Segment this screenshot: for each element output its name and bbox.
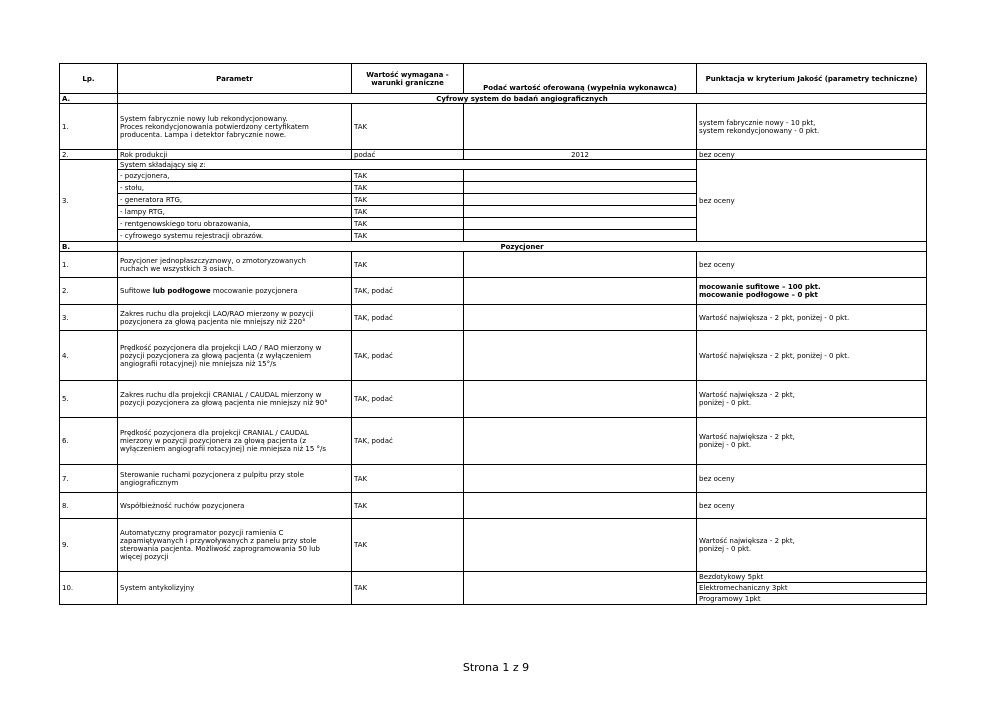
section-b-label: B. [60,242,118,252]
row-score [697,278,927,305]
score-option: Programowy 1pkt [697,594,927,605]
section-a-title: Cyfrowy system do badań angiograficznych [118,94,927,104]
param-line: Proces rekondycjonowania potwierdzony certyfikatem [120,122,309,131]
row-param: System składający się z: [118,160,697,170]
header-offered: Podać wartość oferowaną (wypełnia wykonawca) [464,64,697,94]
sub-item: - generatora RTG, [118,194,352,206]
offer-input-cell[interactable] [464,305,697,331]
section-b-row [60,242,927,252]
table-row [60,160,927,170]
param-line: Pozycjoner jednopłaszczyznowy, o zmotoryzowanych [120,256,306,265]
score-line: Wartość największa - 2 pkt, [699,433,795,441]
row-required: TAK [352,206,464,218]
param-text: Sufitowe [120,287,153,295]
row-required: podać [352,150,464,160]
sub-item: - cyfrowego systemu rejestracji obrazów. [118,230,352,242]
sub-item: - rentgenowskiego toru obrazowania, [118,218,352,230]
offer-input-cell[interactable]: 2012 [464,150,697,160]
param-line: więcej pozycji [120,553,169,561]
table-row [60,465,927,493]
specification-table [59,63,927,605]
header-required-line2: warunki graniczne [371,78,444,87]
row-lp: 4. [60,331,118,381]
row-lp: 2. [60,150,118,160]
table-row [60,493,927,519]
offer-input-cell[interactable] [464,104,697,150]
row-required: TAK, podać [352,418,464,465]
offer-input-cell[interactable] [464,252,697,278]
header-lp: Lp. [60,64,118,94]
param-line: Automatyczny programator pozycji ramienia C [120,529,284,537]
row-required: TAK, podać [352,278,464,305]
param-line: angiografii rotacyjnej) nie mniejsza niż 15°/s [120,359,277,368]
sub-item: - lampy RTG, [118,206,352,218]
offer-input-cell[interactable] [464,418,697,465]
row-required: TAK, podać [352,381,464,418]
row-score: bez oceny [697,493,927,519]
table-row [60,418,927,465]
row-required: TAK [352,194,464,206]
row-param: System antykolizyjny [118,572,352,605]
param-line: Zakres ruchu dla projekcji CRANIAL / CAUDAL mierzony w [120,391,322,399]
row-param [118,519,352,572]
row-param [118,252,352,278]
param-line: Sterowanie ruchami pozycjonera z pulpitu przy stole [120,470,304,479]
row-required: TAK [352,493,464,519]
offer-input-cell[interactable] [464,194,697,206]
score-line: Wartość największa - 2 pkt, [699,537,795,545]
row-lp: 3. [60,305,118,331]
row-lp: 1. [60,104,118,150]
page-footer [0,661,992,674]
row-param [118,305,352,331]
row-score [697,519,927,572]
param-line: Prędkość pozycjonera dla projekcji LAO / RAO mierzony w [120,343,322,352]
row-score: Wartość największa - 2 pkt, poniżej - 0 pkt. [697,305,927,331]
row-score: bez oceny [697,465,927,493]
row-required: TAK, podać [352,331,464,381]
param-line: pozycji pozycjonera za głową pacjenta (z wyłączeniem [120,351,312,360]
param-line: angiograficznym [120,478,179,487]
offer-input-cell[interactable] [464,519,697,572]
row-lp: 3. [60,160,118,242]
param-line: ruchach we wszystkich 3 osiach. [120,264,235,273]
score-option: Bezdotykowy 5pkt [697,572,927,583]
row-lp: 7. [60,465,118,493]
score-line: poniżej - 0 pkt. [699,399,752,407]
row-lp: 8. [60,493,118,519]
offer-input-cell[interactable] [464,278,697,305]
header-required [352,64,464,94]
row-param [118,381,352,418]
offer-input-cell[interactable] [464,493,697,519]
offer-input-cell[interactable] [464,381,697,418]
offer-input-cell[interactable] [464,170,697,182]
score-line: mocowanie podłogowe – 0 pkt [699,291,818,299]
row-lp: 1. [60,252,118,278]
row-score: bez oceny [697,160,927,242]
score-option: Elektromechaniczny 3pkt [697,583,927,594]
row-required: TAK [352,230,464,242]
row-param [118,278,352,305]
table-row [60,150,927,160]
offer-input-cell[interactable] [464,572,697,605]
param-line: System fabrycznie nowy lub rekondycjonowany. [120,114,288,123]
offer-input-cell[interactable] [464,218,697,230]
param-line: Zakres ruchu dla projekcji LAO/RAO mierzony w pozycji [120,309,314,318]
score-line: poniżej - 0 pkt. [699,441,752,449]
header-row [60,64,927,94]
param-line: sterowania pacjenta. Możliwość zaprogramowania 50 lub [120,545,320,553]
table-row [60,381,927,418]
row-param: Współbieżność ruchów pozycjonera [118,493,352,519]
row-score [697,381,927,418]
header-required-line1: Wartość wymagana - [366,70,449,79]
row-score: bez oceny [697,252,927,278]
header-score: Punktacja w kryterium Jakość (parametry techniczne) [697,64,927,94]
row-required: TAK [352,218,464,230]
section-a-row [60,94,927,104]
score-line: Wartość największa - 2 pkt, [699,391,795,399]
table-row [60,278,927,305]
param-line: wyłączeniem angiografii rotacyjnej) nie mniejsza niż 15 °/s [120,445,327,453]
param-line: mierzony w pozycji pozycjonera za głową pacjenta (z [120,437,306,445]
row-required: TAK [352,170,464,182]
row-required: TAK, podać [352,305,464,331]
header-parametr: Parametr [118,64,352,94]
param-line: Prędkość pozycjonera dla projekcji CRANIAL / CAUDAL [120,429,309,437]
row-lp: 5. [60,381,118,418]
row-required: TAK [352,465,464,493]
sub-item: - pozycjonera, [118,170,352,182]
table-row [60,252,927,278]
row-param [118,465,352,493]
row-lp: 2. [60,278,118,305]
table-row [60,104,927,150]
table-row [60,331,927,381]
row-required: TAK [352,182,464,194]
offer-input-cell[interactable] [464,230,697,242]
row-score: Wartość największa - 2 pkt, poniżej - 0 pkt. [697,331,927,381]
section-b-title: Pozycjoner [118,242,927,252]
score-line: mocowanie sufitowe – 100 pkt. [699,283,821,291]
row-required: TAK [352,252,464,278]
param-text: mocowanie pozycjonera [210,287,298,295]
table-row [60,305,927,331]
row-required: TAK [352,519,464,572]
offer-input-cell[interactable] [464,182,697,194]
row-param [118,418,352,465]
offer-input-cell[interactable] [464,331,697,381]
row-lp: 10. [60,572,118,605]
row-required: TAK [352,572,464,605]
row-param [118,104,352,150]
table-row [60,572,927,583]
table-row [60,519,927,572]
row-param [118,331,352,381]
row-score: bez oceny [697,150,927,160]
score-line: system rekondycjonowany - 0 pkt. [699,126,820,135]
param-line: producenta. Lampa i detektor fabrycznie nowe. [120,130,287,139]
sub-item: - stołu, [118,182,352,194]
row-param: Rok produkcji [118,150,352,160]
row-lp: 6. [60,418,118,465]
row-required: TAK [352,104,464,150]
row-score [697,418,927,465]
score-line: system fabrycznie nowy - 10 pkt, [699,118,816,127]
param-line: pozycji pozycjonera za głową pacjenta nie mniejszy niż 90° [120,399,328,407]
offer-input-cell[interactable] [464,465,697,493]
row-score [697,104,927,150]
row-lp: 9. [60,519,118,572]
page-number: Strona 1 z 9 [462,661,530,674]
param-bold-text: lub podłogowe [152,287,211,295]
offer-input-cell[interactable] [464,206,697,218]
section-a-label: A. [60,94,118,104]
param-line: pozycjonera za głową pacjenta nie mniejszy niż 220° [120,317,306,326]
param-line: zapamiętywanych i przywoływanych z panelu przy stole [120,537,317,545]
score-line: poniżej - 0 pkt. [699,545,752,553]
